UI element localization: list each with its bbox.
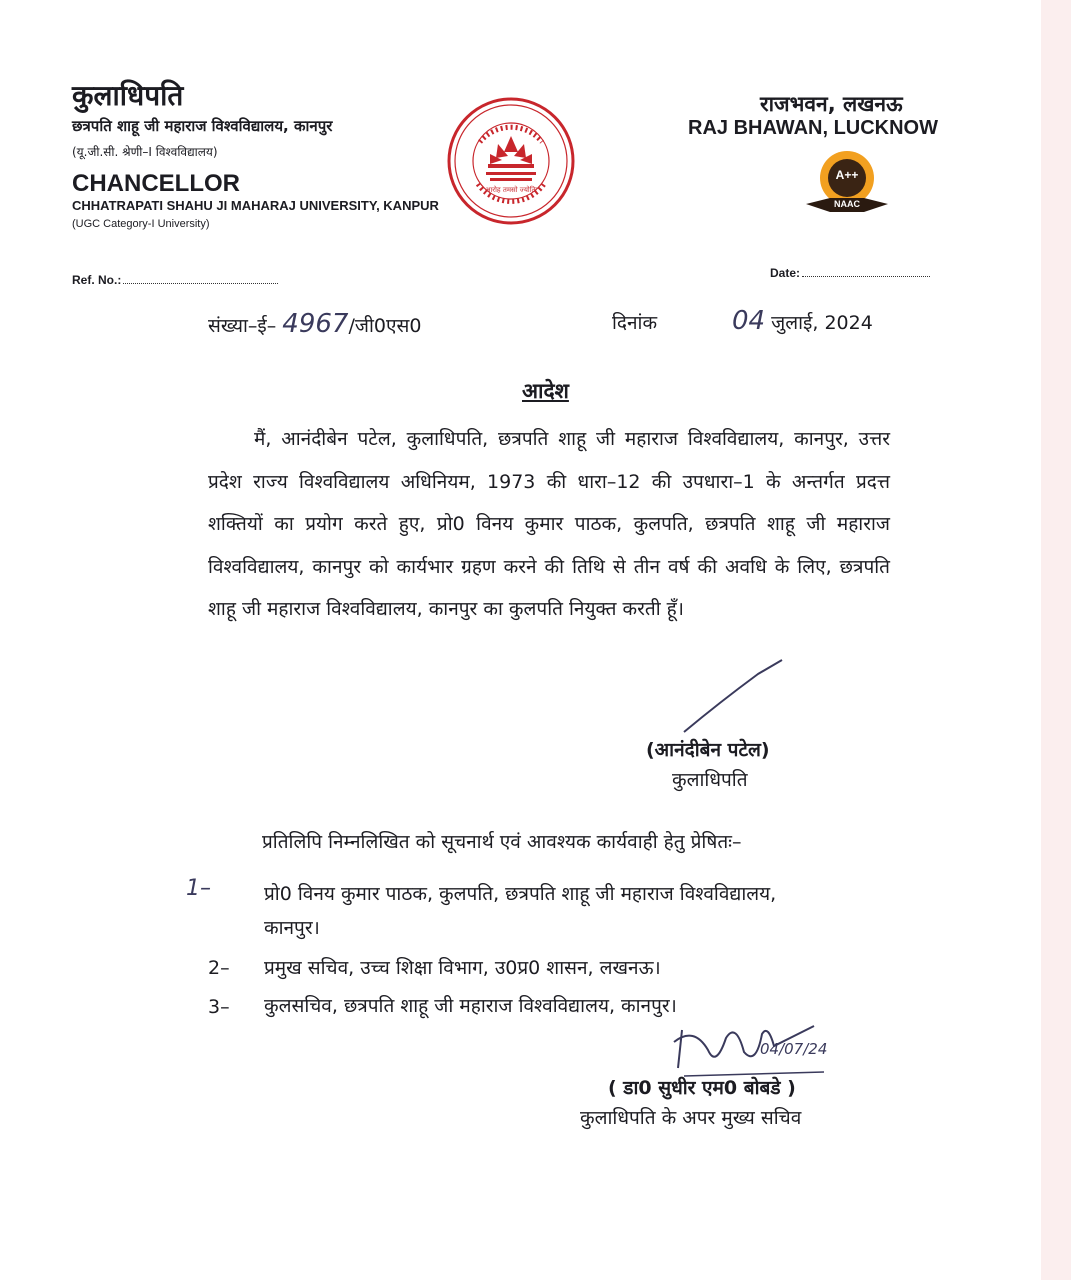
- seal-motto: आरोह तमसो ज्योतिः: [485, 186, 537, 194]
- reference-number: [208, 309, 421, 339]
- hindi-university-category: (यू.जी.सी. श्रेणी–I विश्वविद्यालय): [72, 145, 218, 159]
- ref-no: [72, 273, 278, 287]
- signatory-2-handwritten-date: 04/07/24: [760, 1040, 828, 1058]
- copy-item-1-line-2: कानपुर।: [264, 917, 320, 939]
- copy-intro: प्रतिलिपि निम्नलिखित को सूचनार्थ एवं आवश्यक कार्यवाही हेतु प्रेषितः–: [262, 831, 742, 853]
- reference-date-label: दिनांक: [612, 312, 658, 334]
- reference-date-handwritten: 04: [732, 306, 766, 336]
- order-heading: आदेश: [522, 379, 569, 403]
- reference-handwritten-number: 4967: [282, 309, 349, 339]
- hindi-raj-bhawan: राजभवन, लखनऊ: [760, 92, 903, 116]
- english-raj-bhawan: RAJ BHAWAN, LUCKNOW: [688, 117, 938, 139]
- ref-dots: [123, 283, 278, 284]
- naac-grade: A++: [835, 168, 859, 182]
- copy-item-2-line-1: प्रमुख सचिव, उच्च शिक्षा विभाग, उ0प्र0 शासन, लखनऊ।: [264, 957, 661, 979]
- copy-item-3-line-1: कुलसचिव, छत्रपति शाहू जी महाराज विश्वविद्यालय, कानपुर।: [264, 995, 677, 1017]
- signatory-1-designation: कुलाधिपति: [672, 769, 748, 791]
- copy-item-1-line-1: प्रो0 विनय कुमार पाठक, कुलपति, छत्रपति शाहू जी महाराज विश्वविद्यालय,: [264, 883, 777, 905]
- reference-date: [732, 306, 873, 336]
- order-paragraph-text: मैं, आनंदीबेन पटेल, कुलाधिपति, छत्रपति शाहू जी महाराज विश्वविद्यालय, कानपुर, उत्तर प्रदेश राज्य विश्वविद्यालय अधिनियम, 1973 की धारा–12 की उपधारा–1 के अन्तर्गत प्रदत्त शक्तियों का प्रयोग करते हुए, प्रो0 विनय कुमार पाठक, कुलपति, छत्रपति शाहू जी महाराज विश्वविद्यालय, कानपुर को कार्यभार ग्रहण करने की तिथि से तीन वर्ष की अवधि के लिए, छत्रपति शाहू जी महाराज विश्वविद्यालय, कानपुर का कुलपति नियुक्त करती हूँ।: [208, 428, 890, 620]
- signatory-2-designation: कुलाधिपति के अपर मुख्य सचिव: [580, 1107, 802, 1129]
- reference-prefix: संख्या–ई–: [208, 315, 277, 337]
- english-university-category: (UGC Category-I University): [72, 218, 210, 230]
- reference-date-text: जुलाई, 2024: [771, 312, 873, 334]
- university-seal-icon: [446, 96, 576, 226]
- page-edge: [1041, 0, 1071, 1280]
- ref-label: Ref. No.:: [72, 273, 122, 287]
- naac-label: NAAC: [834, 199, 860, 209]
- order-paragraph: [208, 418, 890, 631]
- naac-badge-icon: [800, 148, 894, 220]
- date-dots: [802, 276, 930, 277]
- english-university-name: CHHATRAPATI SHAHU JI MAHARAJ UNIVERSITY, KANPUR: [72, 198, 439, 213]
- hindi-chancellor-title: कुलाधिपति: [72, 79, 184, 112]
- hindi-university-name: छत्रपति शाहू जी महाराज विश्वविद्यालय, कानपुर: [72, 117, 333, 135]
- english-chancellor-title: CHANCELLOR: [72, 170, 240, 197]
- copy-item-1-number: 1–: [186, 876, 211, 901]
- date-label: Date:: [770, 266, 801, 280]
- signatory-2-name: ( डा0 सुधीर एम0 बोबडे ): [608, 1077, 796, 1099]
- copy-item-2-number: 2–: [208, 957, 230, 979]
- reference-suffix: /जी0एस0: [348, 315, 422, 337]
- copy-item-3-number: 3–: [208, 996, 230, 1018]
- signatory-1-name: (आनंदीबेन पटेल): [646, 739, 770, 761]
- date-field: [770, 266, 930, 280]
- signature-1-stroke: [680, 656, 800, 736]
